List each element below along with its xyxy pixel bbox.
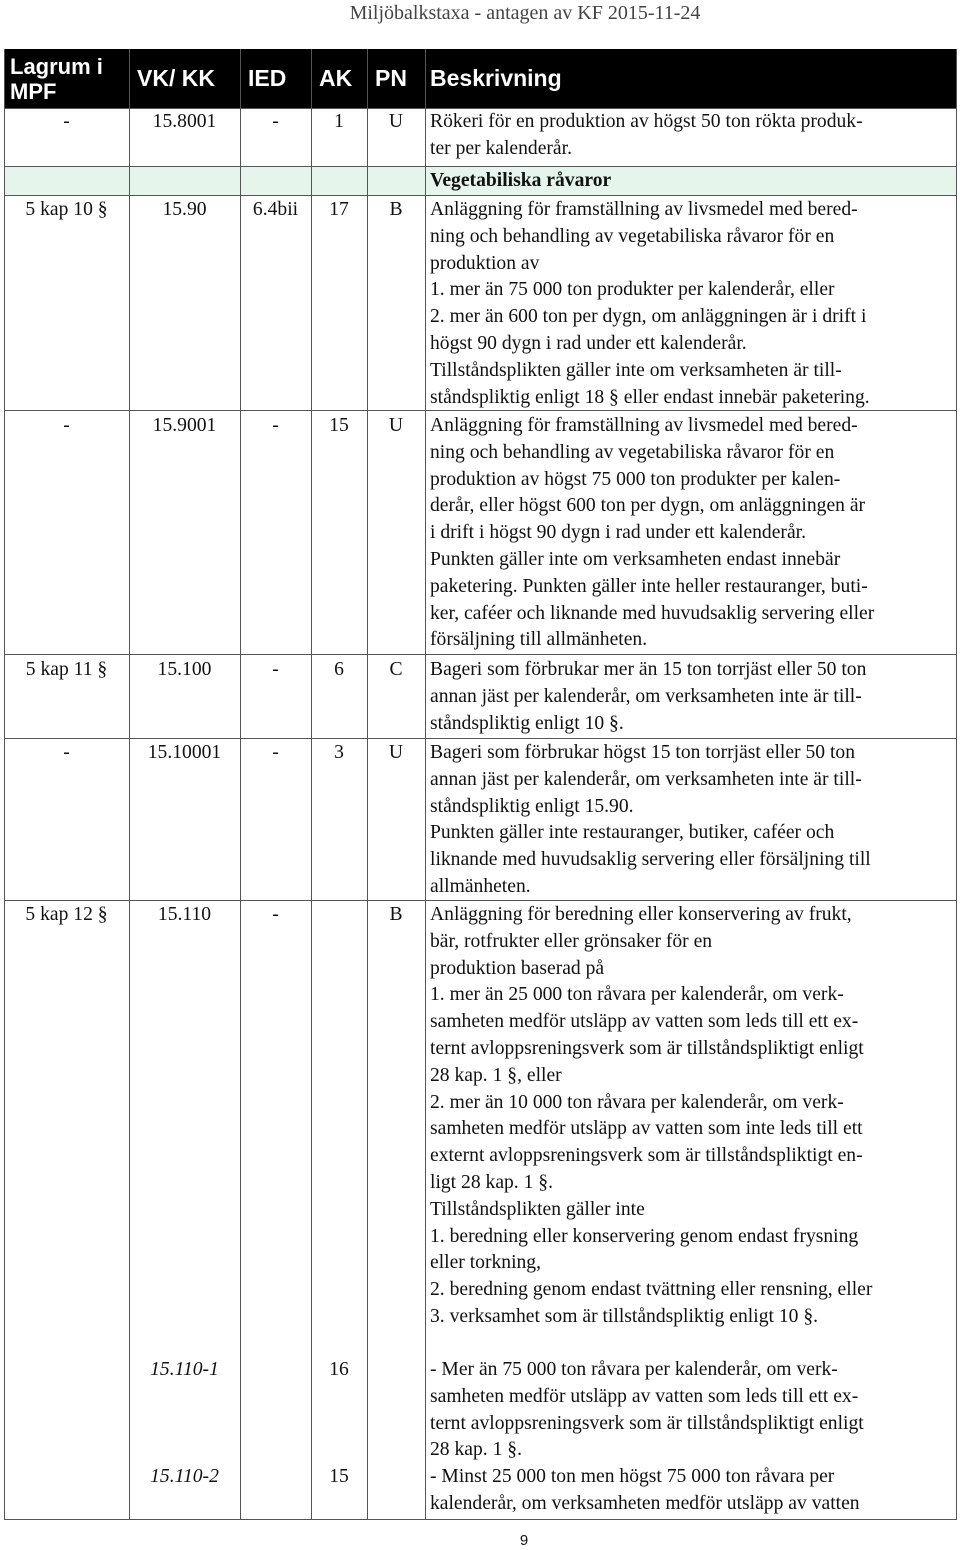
cell-ak: 17	[329, 199, 349, 220]
cell-description: Anläggning för beredning eller konservering av frukt, bär, rotfrukter eller grönsaker för en produktion baserad på 1. mer än 25 000 ton råvara per kalenderår, om verk- samheten medför utsläpp av vatten som leds till ett ex- ternt avloppsreningsverk som är tillståndspliktigt enligt 28 kap. 1 §, eller 2. mer än 10 000 ton råvara per kalenderår, om verk- samheten medför utsläpp av vatten som inte leds till ett externt avloppsreningsverk som är tillståndspliktigt en- ligt 28 kap. 1 §. Tillståndsplikten gäller inte 1. beredning eller konservering genom endast frysning eller torkning, 2. beredning genom endast tvättning eller rensning, eller 3. verksamhet som är tillståndspliktig enligt 10 §.	[430, 904, 873, 1327]
cell-ied: -	[272, 904, 279, 925]
cell-pn: U	[388, 111, 404, 132]
header-lagrum: Lagrum i MPF	[10, 54, 103, 104]
cell-ak-subitem: 16	[329, 1359, 349, 1380]
header-beskrivning: Beskrivning	[430, 65, 562, 91]
cell-pn: U	[388, 415, 404, 436]
cell-pn: C	[389, 659, 403, 680]
cell-ak-subitem: 15	[329, 1466, 349, 1487]
header-ied: IED	[248, 65, 287, 91]
cell-description: Bageri som förbrukar högst 15 ton torrjäst eller 50 ton annan jäst per kalenderår, om verksamheten inte är till- ståndspliktig enligt 15.90. Punkten gäller inte restauranger, butiker, caféer och liknande med huvudsaklig servering eller försäljning till allmänheten.	[430, 742, 871, 897]
cell-description: Rökeri för en produktion av högst 50 ton rökta produk- ter per kalenderår.	[430, 111, 863, 159]
cell-lagrum: -	[63, 742, 70, 763]
row-rule	[4, 166, 957, 167]
cell-lagrum: 5 kap 12 §	[25, 904, 108, 925]
cell-description-subitem: - Mer än 75 000 ton råvara per kalenderår, om verk- samheten medför utsläpp av vatten som leds till ett ex- ternt avloppsreningsverk som är tillståndspliktigt enligt 28 kap. 1 §.	[430, 1359, 864, 1461]
cell-ied: -	[272, 659, 279, 680]
cell-ak: 6	[334, 659, 344, 680]
cell-description-subitem: - Minst 25 000 ton men högst 75 000 ton råvara per kalenderår, om verksamheten medför utsläpp av vatten	[430, 1466, 860, 1514]
col-rule	[129, 49, 130, 1520]
cell-vk-subitem: 15.110-2	[150, 1466, 219, 1487]
cell-vk: 15.9001	[152, 415, 217, 436]
table-header	[4, 49, 957, 108]
cell-ied: -	[272, 742, 279, 763]
header-pn: PN	[375, 65, 407, 91]
row-rule	[4, 195, 957, 196]
cell-lagrum: 5 kap 10 §	[25, 199, 108, 220]
cell-lagrum: -	[63, 415, 70, 436]
cell-pn: U	[388, 742, 404, 763]
cell-vk: 15.90	[162, 199, 207, 220]
col-rule	[956, 49, 957, 1520]
header-ak: AK	[319, 65, 353, 91]
row-rule	[4, 738, 957, 739]
col-rule	[4, 49, 5, 1520]
fee-table	[4, 49, 957, 1520]
col-rule	[311, 49, 312, 1520]
col-rule	[240, 49, 241, 1520]
cell-pn: B	[389, 199, 403, 220]
row-rule	[4, 1519, 957, 1520]
cell-description: Anläggning för framställning av livsmedel med bered- ning och behandling av vegetabiliska råvaror för en produktion av högst 75 000 ton produkter per kalen- derår, eller högst 600 ton per dygn, om anläggningen är i drift i högst 90 dygn i rad under ett kalenderår. Punkten gäller inte om verksamheten endast innebär paketering. Punkten gäller inte heller restauranger, buti- ker, caféer och liknande med huvudsaklig servering eller försäljning till allmänheten.	[430, 415, 875, 651]
cell-ied: 6.4bii	[252, 199, 299, 220]
col-rule	[425, 49, 426, 1520]
cell-vk: 15.8001	[152, 111, 217, 132]
cell-pn: B	[389, 904, 403, 925]
cell-ied: -	[272, 111, 279, 132]
cell-lagrum: -	[63, 111, 70, 132]
cell-vk-subitem: 15.110-1	[150, 1359, 219, 1380]
cell-ied: -	[272, 415, 279, 436]
header-vk-kk: VK/ KK	[137, 65, 215, 91]
page-number: 9	[519, 1532, 529, 1549]
cell-ak: 1	[334, 111, 344, 132]
section-title: Vegetabiliska råvaror	[430, 170, 612, 191]
cell-lagrum: 5 kap 11 §	[25, 659, 108, 680]
cell-ak: 3	[334, 742, 344, 763]
cell-ak: 15	[329, 415, 349, 436]
cell-description: Bageri som förbrukar mer än 15 ton torrjäst eller 50 ton annan jäst per kalenderår, om verksamheten inte är till- ståndspliktig enligt 10 §.	[430, 659, 867, 734]
cell-vk: 15.110	[157, 904, 212, 925]
document-header: Miljöbalkstaxa - antagen av KF 2015-11-24	[349, 2, 701, 24]
cell-vk: 15.10001	[147, 742, 222, 763]
col-rule	[367, 49, 368, 1520]
cell-vk: 15.100	[157, 659, 212, 680]
cell-description: Anläggning för framställning av livsmedel med bered- ning och behandling av vegetabiliska råvaror för en produktion av 1. mer än 75 000 ton produkter per kalenderår, eller 2. mer än 600 ton per dygn, om anläggningen är i drift i högst 90 dygn i rad under ett kalenderår. Tillståndsplikten gäller inte om verksamheten är till- ståndspliktig enligt 18 § eller endast innebär paketering.	[430, 199, 870, 408]
